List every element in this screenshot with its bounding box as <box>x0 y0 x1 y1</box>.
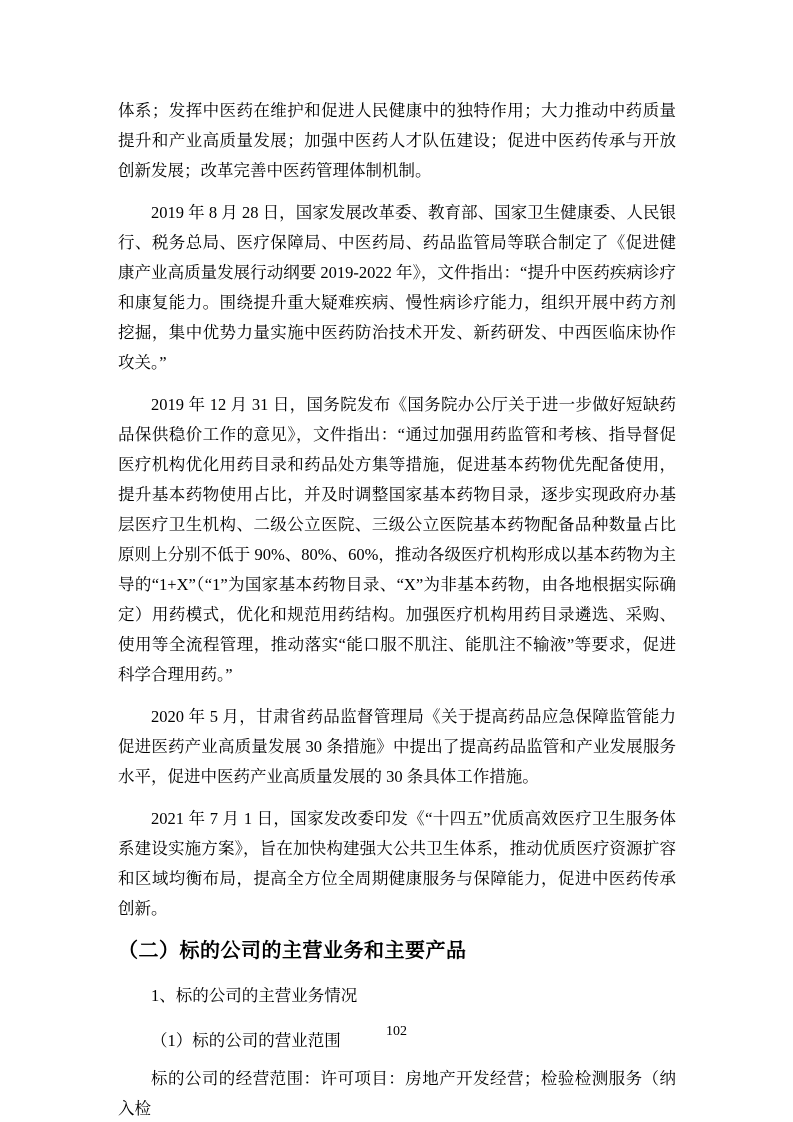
paragraph-2020-05-policy: 2020 年 5 月，甘肃省药品监督管理局《关于提高药品应急保障监管能力促进医药产业高质量发展 30 条措施》中提出了提高药品监管和产业发展服务水平，促进中医药产业高质量发展的 30 条具体工作措施。 <box>118 707 676 786</box>
section-heading-main-business: （二）标的公司的主营业务和主要产品 <box>118 940 467 962</box>
paragraph-2019-08-28-policy: 2019 年 8 月 28 日，国家发展改革委、教育部、国家卫生健康委、人民银行、税务总局、医疗保障局、中医药局、药品监管局等联合制定了《促进健康产业高质量发展行动纲要 2019-2022 年》，文件指出：“提升中医药疾病诊疗和康复能力。围绕提升重大疑难疾病、慢性病诊疗能力，组织开展中药方剂挖掘，集中优势力量实施中医药防治技术开发、新药研发、中西医临床协作攻关。” <box>118 203 676 372</box>
paragraph-tcm-system-continuation: 体系；发挥中医药在维护和促进人民健康中的独特作用；大力推动中药质量提升和产业高质量发展；加强中医药人才队伍建设；促进中医药传承与开放创新发展；改革完善中医药管理体制机制。 <box>118 101 676 180</box>
subsection-title-business-scope: （1）标的公司的营业范围 <box>151 1031 341 1050</box>
paragraph-business-scope: 标的公司的经营范围：许可项目：房地产开发经营；检验检测服务（纳入检 <box>118 1069 676 1118</box>
page-footer <box>0 1022 793 1041</box>
page-content <box>118 96 676 1122</box>
subsection-title-main-business: 1、标的公司的主营业务情况 <box>151 986 358 1005</box>
paragraph-2021-07-01-policy: 2021 年 7 月 1 日，国家发改委印发《“十四五”优质高效医疗卫生服务体系建设实施方案》，旨在加快构建强大公共卫生体系，推动优质医疗资源扩容和区域均衡布局，提高全方位全周期健康服务与保障能力，促进中医药传承创新。 <box>118 809 676 918</box>
paragraph-2019-12-31-policy: 2019 年 12 月 31 日，国务院发布《国务院办公厅关于进一步做好短缺药品保供稳价工作的意见》，文件指出：“通过加强用药监管和考核、指导督促医疗机构优化用药目录和药品处方集等措施，促进基本药物优先配备使用，提升基本药物使用占比，并及时调整国家基本药物目录，逐步实现政府办基层医疗卫生机构、二级公立医院、三级公立医院基本药物配备品种数量占比原则上分别不低于 90%、80%、60%，推动各级医疗机构形成以基本药物为主导的“1+X”（“1”为国家基本药物目录、“X”为非基本药物，由各地根据实际确定）用药模式，优化和规范用药结构。加强医疗机构用药目录遴选、采购、使用等全流程管理，推动落实“能口服不肌注、能肌注不输液”等要求，促进科学合理用药。” <box>118 395 676 684</box>
page-number: 102 <box>386 1024 407 1039</box>
